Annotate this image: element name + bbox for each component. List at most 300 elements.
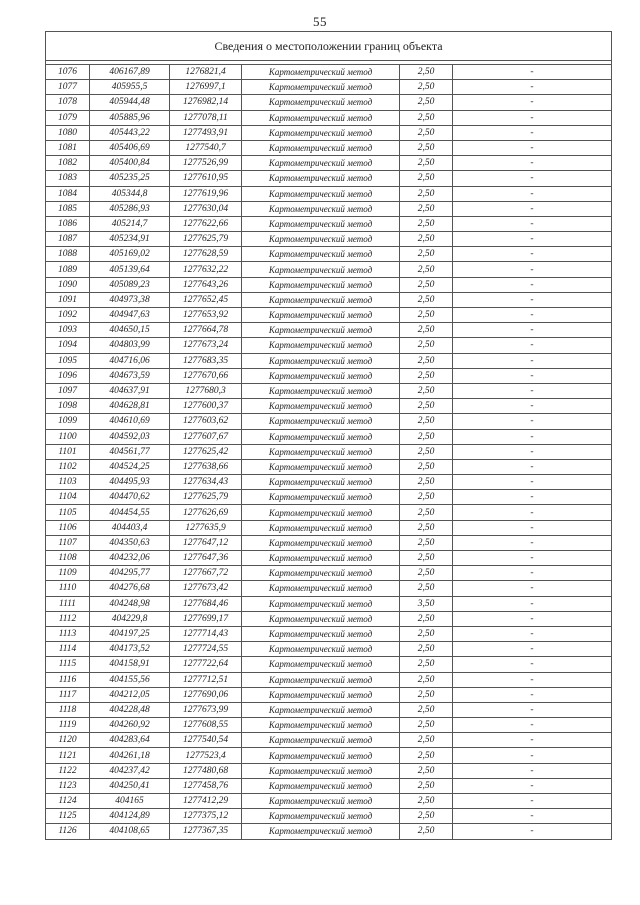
point-number-cell: 1119 <box>46 718 90 733</box>
point-number-cell: 1092 <box>46 308 90 323</box>
method-cell: Картометрический метод <box>242 611 400 626</box>
table-row <box>46 171 612 186</box>
method-cell: Картометрический метод <box>242 702 400 717</box>
table-row <box>46 672 612 687</box>
point-number-cell: 1105 <box>46 505 90 520</box>
coord-x-cell: 404495,93 <box>90 475 170 490</box>
description-cell: - <box>453 216 612 231</box>
table-row <box>46 399 612 414</box>
accuracy-cell: 2,50 <box>400 338 453 353</box>
point-number-cell: 1121 <box>46 748 90 763</box>
description-cell: - <box>453 95 612 110</box>
method-cell: Картометрический метод <box>242 444 400 459</box>
coord-y-cell: 1277673,24 <box>170 338 242 353</box>
method-cell: Картометрический метод <box>242 368 400 383</box>
accuracy-cell: 2,50 <box>400 718 453 733</box>
method-cell: Картометрический метод <box>242 490 400 505</box>
accuracy-cell: 2,50 <box>400 551 453 566</box>
point-number-cell: 1110 <box>46 581 90 596</box>
coord-x-cell: 405406,69 <box>90 140 170 155</box>
point-number-cell: 1086 <box>46 216 90 231</box>
description-cell: - <box>453 399 612 414</box>
coord-y-cell: 1277458,76 <box>170 778 242 793</box>
table-row <box>46 490 612 505</box>
coord-y-cell: 1277625,79 <box>170 232 242 247</box>
method-cell: Картометрический метод <box>242 642 400 657</box>
accuracy-cell: 2,50 <box>400 140 453 155</box>
accuracy-cell: 2,50 <box>400 778 453 793</box>
table-row <box>46 505 612 520</box>
table-row <box>46 232 612 247</box>
coord-x-cell: 404173,52 <box>90 642 170 657</box>
coord-x-cell: 404237,42 <box>90 763 170 778</box>
coord-y-cell: 1277619,96 <box>170 186 242 201</box>
method-cell: Картометрический метод <box>242 110 400 125</box>
accuracy-cell: 2,50 <box>400 292 453 307</box>
accuracy-cell: 2,50 <box>400 763 453 778</box>
description-cell: - <box>453 247 612 262</box>
description-cell: - <box>453 110 612 125</box>
accuracy-cell: 2,50 <box>400 626 453 641</box>
description-cell: - <box>453 338 612 353</box>
accuracy-cell: 2,50 <box>400 794 453 809</box>
table-row <box>46 338 612 353</box>
point-number-cell: 1079 <box>46 110 90 125</box>
method-cell: Картометрический метод <box>242 763 400 778</box>
coord-x-cell: 405400,84 <box>90 156 170 171</box>
coord-y-cell: 1277607,67 <box>170 429 242 444</box>
coord-y-cell: 1277625,79 <box>170 490 242 505</box>
point-number-cell: 1082 <box>46 156 90 171</box>
point-number-cell: 1087 <box>46 232 90 247</box>
point-number-cell: 1124 <box>46 794 90 809</box>
point-number-cell: 1100 <box>46 429 90 444</box>
accuracy-cell: 2,50 <box>400 65 453 80</box>
table-row <box>46 748 612 763</box>
table-row <box>46 353 612 368</box>
accuracy-cell: 2,50 <box>400 80 453 95</box>
description-cell: - <box>453 171 612 186</box>
coord-y-cell: 1277690,06 <box>170 687 242 702</box>
point-number-cell: 1112 <box>46 611 90 626</box>
description-cell: - <box>453 794 612 809</box>
accuracy-cell: 2,50 <box>400 110 453 125</box>
method-cell: Картометрический метод <box>242 308 400 323</box>
coord-y-cell: 1277683,35 <box>170 353 242 368</box>
table-row <box>46 140 612 155</box>
coord-y-cell: 1276997,1 <box>170 80 242 95</box>
accuracy-cell: 2,50 <box>400 611 453 626</box>
method-cell: Картометрический метод <box>242 718 400 733</box>
method-cell: Картометрический метод <box>242 186 400 201</box>
accuracy-cell: 2,50 <box>400 520 453 535</box>
coord-x-cell: 404260,92 <box>90 718 170 733</box>
coord-x-cell: 405235,25 <box>90 171 170 186</box>
description-cell: - <box>453 277 612 292</box>
point-number-cell: 1115 <box>46 657 90 672</box>
method-cell: Картометрический метод <box>242 581 400 596</box>
table-row <box>46 262 612 277</box>
description-cell: - <box>453 672 612 687</box>
description-cell: - <box>453 125 612 140</box>
method-cell: Картометрический метод <box>242 657 400 672</box>
table-row <box>46 733 612 748</box>
point-number-cell: 1117 <box>46 687 90 702</box>
coord-x-cell: 405344,8 <box>90 186 170 201</box>
method-cell: Картометрический метод <box>242 247 400 262</box>
method-cell: Картометрический метод <box>242 429 400 444</box>
point-number-cell: 1088 <box>46 247 90 262</box>
description-cell: - <box>453 733 612 748</box>
coord-y-cell: 1277622,66 <box>170 216 242 231</box>
coord-x-cell: 405286,93 <box>90 201 170 216</box>
table-row <box>46 702 612 717</box>
coord-x-cell: 405443,22 <box>90 125 170 140</box>
description-cell: - <box>453 475 612 490</box>
method-cell: Картометрический метод <box>242 687 400 702</box>
accuracy-cell: 2,50 <box>400 414 453 429</box>
coord-y-cell: 1277722,64 <box>170 657 242 672</box>
description-cell: - <box>453 596 612 611</box>
point-number-cell: 1085 <box>46 201 90 216</box>
table-row <box>46 718 612 733</box>
coord-y-cell: 1277699,17 <box>170 611 242 626</box>
method-cell: Картометрический метод <box>242 125 400 140</box>
coord-y-cell: 1277526,99 <box>170 156 242 171</box>
coord-x-cell: 404276,68 <box>90 581 170 596</box>
coord-x-cell: 404261,18 <box>90 748 170 763</box>
description-cell: - <box>453 201 612 216</box>
description-cell: - <box>453 444 612 459</box>
description-cell: - <box>453 262 612 277</box>
point-number-cell: 1084 <box>46 186 90 201</box>
method-cell: Картометрический метод <box>242 353 400 368</box>
coord-x-cell: 404561,77 <box>90 444 170 459</box>
accuracy-cell: 2,50 <box>400 687 453 702</box>
table-row <box>46 475 612 490</box>
point-number-cell: 1096 <box>46 368 90 383</box>
coord-y-cell: 1276982,14 <box>170 95 242 110</box>
table-row <box>46 459 612 474</box>
coord-y-cell: 1277600,37 <box>170 399 242 414</box>
coord-x-cell: 405214,7 <box>90 216 170 231</box>
coord-y-cell: 1277635,9 <box>170 520 242 535</box>
coord-x-cell: 404250,41 <box>90 778 170 793</box>
coord-y-cell: 1277684,46 <box>170 596 242 611</box>
method-cell: Картометрический метод <box>242 794 400 809</box>
accuracy-cell: 2,50 <box>400 748 453 763</box>
table-row <box>46 778 612 793</box>
coord-x-cell: 404155,56 <box>90 672 170 687</box>
coord-x-cell: 404973,38 <box>90 292 170 307</box>
accuracy-cell: 2,50 <box>400 657 453 672</box>
point-number-cell: 1083 <box>46 171 90 186</box>
method-cell: Картометрический метод <box>242 596 400 611</box>
coord-x-cell: 406167,89 <box>90 65 170 80</box>
point-number-cell: 1122 <box>46 763 90 778</box>
point-number-cell: 1113 <box>46 626 90 641</box>
coord-y-cell: 1277643,26 <box>170 277 242 292</box>
coord-y-cell: 1277647,12 <box>170 535 242 550</box>
method-cell: Картометрический метод <box>242 232 400 247</box>
method-cell: Картометрический метод <box>242 520 400 535</box>
accuracy-cell: 2,50 <box>400 156 453 171</box>
description-cell: - <box>453 611 612 626</box>
point-number-cell: 1095 <box>46 353 90 368</box>
coord-x-cell: 405169,02 <box>90 247 170 262</box>
point-number-cell: 1109 <box>46 566 90 581</box>
description-cell: - <box>453 186 612 201</box>
accuracy-cell: 2,50 <box>400 262 453 277</box>
coord-y-cell: 1277626,69 <box>170 505 242 520</box>
coord-x-cell: 404124,89 <box>90 809 170 824</box>
accuracy-cell: 2,50 <box>400 95 453 110</box>
description-cell: - <box>453 687 612 702</box>
point-number-cell: 1116 <box>46 672 90 687</box>
description-cell: - <box>453 80 612 95</box>
method-cell: Картометрический метод <box>242 672 400 687</box>
point-number-cell: 1106 <box>46 520 90 535</box>
method-cell: Картометрический метод <box>242 475 400 490</box>
accuracy-cell: 2,50 <box>400 323 453 338</box>
coord-y-cell: 1277647,36 <box>170 551 242 566</box>
coord-x-cell: 404197,25 <box>90 626 170 641</box>
accuracy-cell: 2,50 <box>400 535 453 550</box>
coord-x-cell: 404637,91 <box>90 383 170 398</box>
table-row <box>46 520 612 535</box>
table-row <box>46 368 612 383</box>
point-number-cell: 1123 <box>46 778 90 793</box>
description-cell: - <box>453 383 612 398</box>
accuracy-cell: 2,50 <box>400 672 453 687</box>
method-cell: Картометрический метод <box>242 277 400 292</box>
coord-y-cell: 1277712,51 <box>170 672 242 687</box>
coord-y-cell: 1277608,55 <box>170 718 242 733</box>
method-cell: Картометрический метод <box>242 626 400 641</box>
table-row <box>46 535 612 550</box>
accuracy-cell: 2,50 <box>400 475 453 490</box>
coord-x-cell: 404248,98 <box>90 596 170 611</box>
point-number-cell: 1125 <box>46 809 90 824</box>
coord-y-cell: 1277523,4 <box>170 748 242 763</box>
coord-y-cell: 1277493,91 <box>170 125 242 140</box>
coord-x-cell: 404454,55 <box>90 505 170 520</box>
description-cell: - <box>453 626 612 641</box>
coord-x-cell: 404716,06 <box>90 353 170 368</box>
coord-x-cell: 405885,96 <box>90 110 170 125</box>
accuracy-cell: 2,50 <box>400 216 453 231</box>
table-row <box>46 611 612 626</box>
coord-x-cell: 404212,05 <box>90 687 170 702</box>
accuracy-cell: 2,50 <box>400 444 453 459</box>
method-cell: Картометрический метод <box>242 383 400 398</box>
point-number-cell: 1094 <box>46 338 90 353</box>
method-cell: Картометрический метод <box>242 399 400 414</box>
accuracy-cell: 2,50 <box>400 733 453 748</box>
method-cell: Картометрический метод <box>242 824 400 839</box>
coord-y-cell: 1277673,42 <box>170 581 242 596</box>
method-cell: Картометрический метод <box>242 733 400 748</box>
method-cell: Картометрический метод <box>242 216 400 231</box>
point-number-cell: 1108 <box>46 551 90 566</box>
description-cell: - <box>453 763 612 778</box>
point-number-cell: 1126 <box>46 824 90 839</box>
coord-y-cell: 1277078,11 <box>170 110 242 125</box>
method-cell: Картометрический метод <box>242 778 400 793</box>
point-number-cell: 1102 <box>46 459 90 474</box>
table-row <box>46 596 612 611</box>
point-number-cell: 1093 <box>46 323 90 338</box>
table-row <box>46 794 612 809</box>
coord-x-cell: 404228,48 <box>90 702 170 717</box>
accuracy-cell: 2,50 <box>400 581 453 596</box>
coord-y-cell: 1277412,29 <box>170 794 242 809</box>
description-cell: - <box>453 323 612 338</box>
table-row <box>46 247 612 262</box>
accuracy-cell: 2,50 <box>400 505 453 520</box>
coord-y-cell: 1277610,95 <box>170 171 242 186</box>
description-cell: - <box>453 566 612 581</box>
point-number-cell: 1077 <box>46 80 90 95</box>
method-cell: Картометрический метод <box>242 65 400 80</box>
coord-x-cell: 404470,62 <box>90 490 170 505</box>
accuracy-cell: 2,50 <box>400 490 453 505</box>
point-number-cell: 1076 <box>46 65 90 80</box>
boundary-table <box>45 31 612 840</box>
method-cell: Картометрический метод <box>242 156 400 171</box>
table-row <box>46 110 612 125</box>
table-row <box>46 383 612 398</box>
method-cell: Картометрический метод <box>242 551 400 566</box>
description-cell: - <box>453 459 612 474</box>
table-title: Сведения о местоположении границ объекта <box>46 32 612 61</box>
accuracy-cell: 2,50 <box>400 399 453 414</box>
description-cell: - <box>453 718 612 733</box>
table-row <box>46 551 612 566</box>
description-cell: - <box>453 520 612 535</box>
method-cell: Картометрический метод <box>242 459 400 474</box>
point-number-cell: 1089 <box>46 262 90 277</box>
accuracy-cell: 2,50 <box>400 277 453 292</box>
point-number-cell: 1091 <box>46 292 90 307</box>
coord-y-cell: 1277375,12 <box>170 809 242 824</box>
description-cell: - <box>453 490 612 505</box>
description-cell: - <box>453 65 612 80</box>
table-row <box>46 95 612 110</box>
method-cell: Картометрический метод <box>242 140 400 155</box>
method-cell: Картометрический метод <box>242 80 400 95</box>
method-cell: Картометрический метод <box>242 323 400 338</box>
description-cell: - <box>453 156 612 171</box>
accuracy-cell: 2,50 <box>400 383 453 398</box>
description-cell: - <box>453 308 612 323</box>
table-row <box>46 323 612 338</box>
coord-x-cell: 404232,06 <box>90 551 170 566</box>
table-row <box>46 444 612 459</box>
point-number-cell: 1080 <box>46 125 90 140</box>
description-cell: - <box>453 140 612 155</box>
method-cell: Картометрический метод <box>242 505 400 520</box>
description-cell: - <box>453 353 612 368</box>
table-row <box>46 292 612 307</box>
description-cell: - <box>453 702 612 717</box>
description-cell: - <box>453 551 612 566</box>
accuracy-cell: 2,50 <box>400 429 453 444</box>
point-number-cell: 1097 <box>46 383 90 398</box>
coord-y-cell: 1277540,54 <box>170 733 242 748</box>
coord-y-cell: 1277367,35 <box>170 824 242 839</box>
coord-y-cell: 1277652,45 <box>170 292 242 307</box>
coord-x-cell: 405234,91 <box>90 232 170 247</box>
table-row <box>46 156 612 171</box>
method-cell: Картометрический метод <box>242 171 400 186</box>
point-number-cell: 1107 <box>46 535 90 550</box>
coord-x-cell: 405955,5 <box>90 80 170 95</box>
accuracy-cell: 2,50 <box>400 171 453 186</box>
coord-y-cell: 1277680,3 <box>170 383 242 398</box>
method-cell: Картометрический метод <box>242 809 400 824</box>
description-cell: - <box>453 581 612 596</box>
accuracy-cell: 2,50 <box>400 247 453 262</box>
coord-y-cell: 1277625,42 <box>170 444 242 459</box>
description-cell: - <box>453 505 612 520</box>
coord-x-cell: 404403,4 <box>90 520 170 535</box>
method-cell: Картометрический метод <box>242 535 400 550</box>
coord-x-cell: 404592,03 <box>90 429 170 444</box>
accuracy-cell: 2,50 <box>400 809 453 824</box>
point-number-cell: 1104 <box>46 490 90 505</box>
coord-x-cell: 404165 <box>90 794 170 809</box>
coord-y-cell: 1277638,66 <box>170 459 242 474</box>
accuracy-cell: 2,50 <box>400 308 453 323</box>
method-cell: Картометрический метод <box>242 262 400 277</box>
coord-y-cell: 1277724,55 <box>170 642 242 657</box>
table-header-row <box>46 32 612 61</box>
coord-y-cell: 1277632,22 <box>170 262 242 277</box>
table-row <box>46 809 612 824</box>
method-cell: Картометрический метод <box>242 414 400 429</box>
table-row <box>46 581 612 596</box>
method-cell: Картометрический метод <box>242 566 400 581</box>
description-cell: - <box>453 657 612 672</box>
accuracy-cell: 2,50 <box>400 201 453 216</box>
coord-y-cell: 1277540,7 <box>170 140 242 155</box>
coord-y-cell: 1277630,04 <box>170 201 242 216</box>
method-cell: Картометрический метод <box>242 292 400 307</box>
coord-x-cell: 404158,91 <box>90 657 170 672</box>
coord-y-cell: 1277628,59 <box>170 247 242 262</box>
table-row <box>46 642 612 657</box>
point-number-cell: 1098 <box>46 399 90 414</box>
coord-y-cell: 1277673,99 <box>170 702 242 717</box>
coord-y-cell: 1277634,43 <box>170 475 242 490</box>
method-cell: Картометрический метод <box>242 748 400 763</box>
point-number-cell: 1099 <box>46 414 90 429</box>
coord-y-cell: 1277670,66 <box>170 368 242 383</box>
method-cell: Картометрический метод <box>242 338 400 353</box>
description-cell: - <box>453 535 612 550</box>
table-row <box>46 414 612 429</box>
coord-x-cell: 404673,59 <box>90 368 170 383</box>
accuracy-cell: 2,50 <box>400 824 453 839</box>
accuracy-cell: 2,50 <box>400 368 453 383</box>
description-cell: - <box>453 414 612 429</box>
point-number-cell: 1081 <box>46 140 90 155</box>
coord-x-cell: 405089,23 <box>90 277 170 292</box>
coord-y-cell: 1277480,68 <box>170 763 242 778</box>
table-row <box>46 308 612 323</box>
coord-x-cell: 404108,65 <box>90 824 170 839</box>
